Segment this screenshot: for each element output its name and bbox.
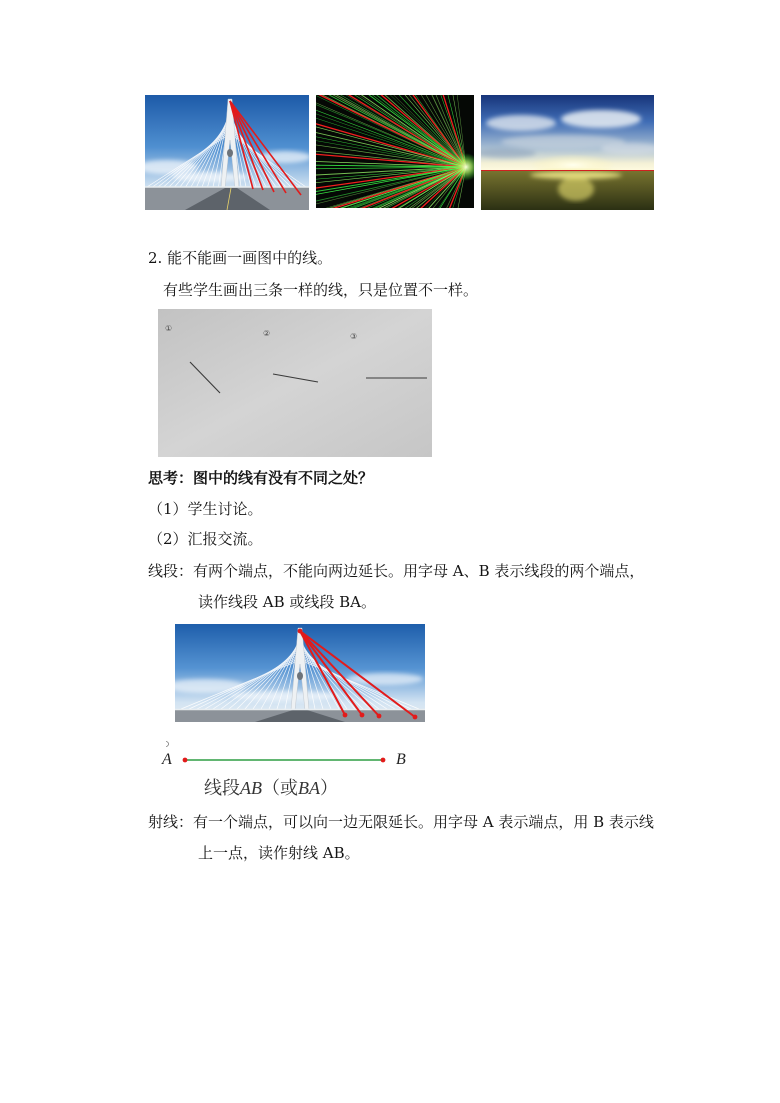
laser-rays-photo xyxy=(316,95,474,208)
drawing-label-2: ② xyxy=(263,329,271,338)
tower-ring xyxy=(297,672,303,680)
caption-ba: BA xyxy=(298,778,320,798)
caption-prefix: 线段 xyxy=(204,778,240,799)
bridge-photo-segment xyxy=(175,624,425,722)
step-1: （1）学生讨论。 xyxy=(148,500,263,518)
bridge-photo-top xyxy=(145,95,309,210)
think-question: 思考：图中的线有没有不同之处？ xyxy=(148,469,374,487)
endpoint-a-dot xyxy=(183,758,188,763)
sunset-sea-photo xyxy=(481,95,654,210)
point-b-label: B xyxy=(396,751,406,768)
caption-ab: AB xyxy=(240,778,262,798)
segment-definition-line-1: 线段：有两个端点，不能向两边延长。用字母 A、B 表示线段的两个端点， xyxy=(148,562,645,580)
ray-definition-line-1: 射线：有一个端点，可以向一边无限延长。用字母 A 表示端点，用 B 表示线 xyxy=(148,813,654,831)
drawing-label-1: ① xyxy=(165,324,173,333)
section-2-note: 有些学生画出三条一样的线，只是位置不一样。 xyxy=(163,281,479,299)
step-2: （2）汇报交流。 xyxy=(148,530,263,548)
stray-mark xyxy=(164,740,172,748)
student-drawing-photo xyxy=(158,309,432,457)
segment-caption xyxy=(204,777,338,800)
point-a-label: A xyxy=(162,751,172,768)
caption-open: （或 xyxy=(262,778,298,799)
drawing-label-3: ③ xyxy=(350,332,358,341)
caption-close: ） xyxy=(320,778,338,799)
endpoint-b-dot xyxy=(381,758,386,763)
tower-ring xyxy=(227,149,233,157)
segment-ab-diagram xyxy=(180,755,390,765)
ray-definition-line-2: 上一点，读作射线 AB。 xyxy=(198,844,360,862)
segment-definition-line-2: 读作线段 AB 或线段 BA。 xyxy=(198,593,377,611)
section-2-title: 2. 能不能画一画图中的线。 xyxy=(148,249,333,267)
paper xyxy=(158,309,432,457)
